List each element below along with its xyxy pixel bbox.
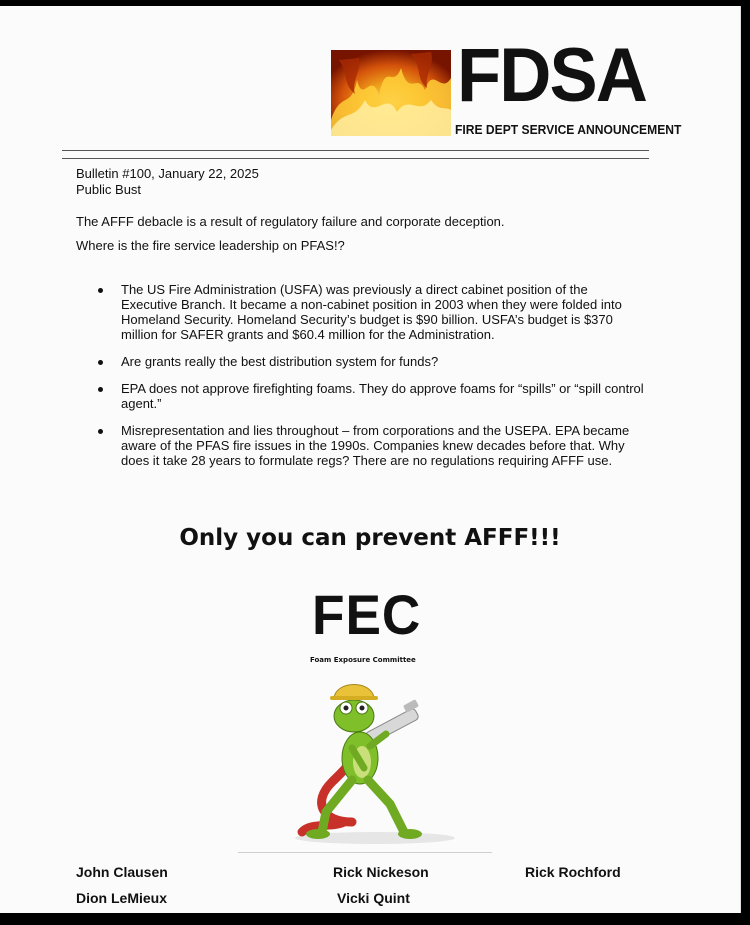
bullet-dot — [98, 360, 103, 365]
fdsa-logo — [331, 33, 682, 144]
bullet-text: The US Fire Administration (USFA) was previously a direct cabinet position of the Executive Branch. It became a non-cabinet position in 2003 when they were folded into Homeland Security. Homeland Security’s budget is $90 billion. USFA’s budget is $370 million for SAFER grants and $60.4 million for the Administration. — [121, 282, 622, 342]
slogan-heading: Only you can prevent AFFF!!! — [179, 525, 561, 551]
frog-firefighter-image — [282, 672, 468, 848]
header-divider — [62, 150, 649, 151]
bullet-text: EPA does not approve firefighting foams. They do approve foams for “spills” or “spill control agent.” — [121, 381, 644, 411]
bullet-item — [76, 282, 646, 342]
bullet-item — [76, 381, 646, 411]
fec-name: Foam Exposure Committee — [310, 656, 416, 664]
bulletin-number-date: Bulletin #100, January 22, 2025 — [76, 166, 259, 181]
bullet-list — [76, 282, 646, 480]
signatory-name: Dion LeMieux — [76, 890, 168, 906]
logo-wordmark: FDSA — [457, 33, 646, 118]
intro-line: The AFFF debacle is a result of regulatory failure and corporate deception. — [76, 214, 505, 229]
bullet-text: Misrepresentation and lies throughout – from corporations and the USEPA. EPA became aware of the PFAS fire issues in the 1990s. Companies knew decades before that. Why does it take 28 years to formulate regs? There are no regulations requiring AFFF use. — [121, 423, 630, 468]
signatory-name: Rick Rochford — [525, 864, 621, 880]
bullet-dot — [98, 429, 103, 434]
bulletin-page — [0, 6, 741, 913]
logo-tagline: FIRE DEPT SERVICE ANNOUNCEMENT — [455, 122, 682, 137]
bulletin-meta — [76, 166, 259, 198]
header-divider — [62, 158, 649, 159]
intro-question: Where is the fire service leadership on PFAS!? — [76, 238, 345, 253]
bullet-text: Are grants really the best distribution system for funds? — [121, 354, 439, 369]
signatory-name: John Clausen — [76, 864, 168, 880]
bullet-dot — [98, 387, 103, 392]
bullet-item — [76, 423, 646, 468]
signatory-name: Vicki Quint — [337, 890, 410, 906]
signatory-name: Rick Nickeson — [333, 864, 429, 880]
bullet-dot — [98, 288, 103, 293]
fec-logo: FEC — [312, 583, 422, 646]
flame-image — [331, 50, 451, 136]
bulletin-subtitle: Public Bust — [76, 182, 142, 197]
signature-divider — [238, 852, 492, 853]
bullet-item — [76, 354, 646, 369]
